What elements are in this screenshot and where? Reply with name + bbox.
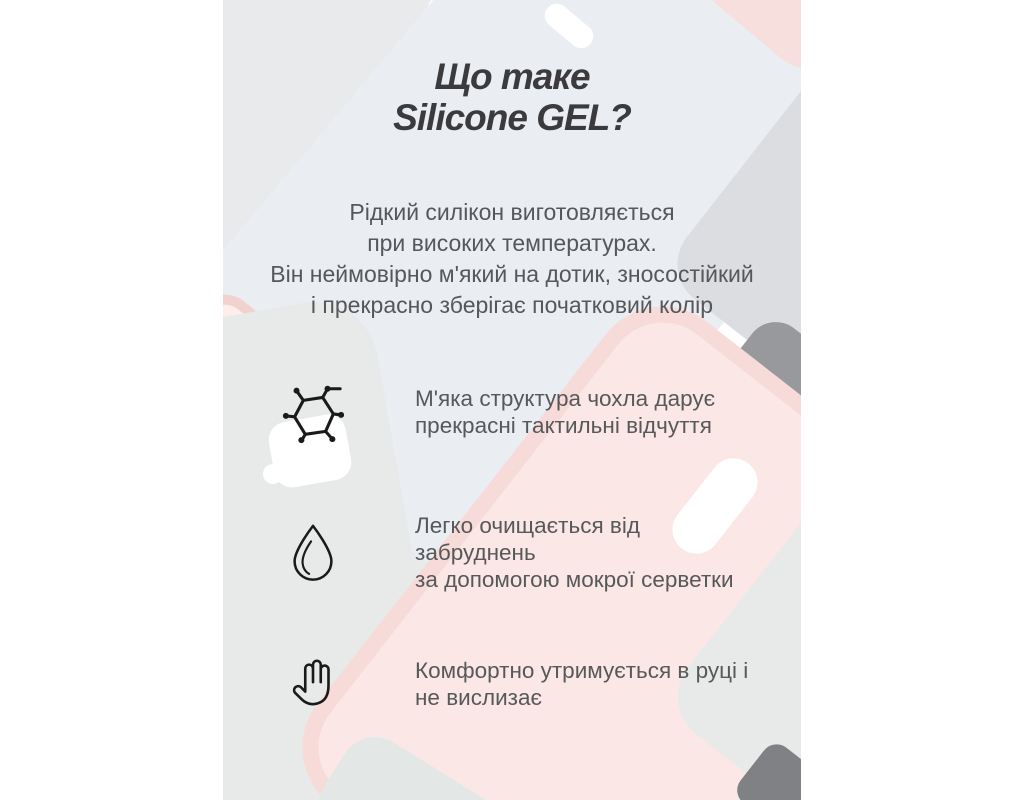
feature-text	[415, 657, 748, 711]
feature-line: прекрасні тактильні відчуття	[415, 413, 712, 438]
intro-line: і прекрасно зберігає початковий колір	[310, 292, 714, 318]
page-title	[223, 56, 801, 138]
molecule-icon	[281, 377, 345, 447]
intro-line: Він неймовірно м'який на дотик, зносостійкий	[270, 261, 754, 287]
feature-line: за допомогою мокрої серветки	[415, 566, 734, 592]
infographic-content	[223, 0, 801, 800]
water-drop-icon	[281, 517, 345, 587]
intro-line: Рідкий силікон виготовляється	[349, 199, 675, 225]
feature-text	[415, 385, 715, 439]
feature-row-easy-clean	[281, 514, 761, 590]
feature-line: не вислизає	[415, 685, 542, 710]
intro-line: при високих температурах.	[367, 230, 657, 256]
hand-icon	[281, 649, 345, 719]
camera-hole-cutout	[263, 464, 283, 484]
feature-row-soft-structure	[281, 374, 761, 450]
feature-row-comfort-grip	[281, 646, 761, 722]
page-title-line1: Що таке	[434, 56, 590, 97]
feature-text	[415, 512, 761, 593]
intro-text	[223, 197, 801, 321]
feature-line: Комфортно утримується в руці і	[415, 658, 749, 683]
feature-line: Легко очищається від забруднень	[415, 512, 640, 565]
page-title-line2: Silicone GEL?	[393, 97, 631, 138]
feature-line: М'яка структура чохла дарує	[415, 386, 716, 411]
